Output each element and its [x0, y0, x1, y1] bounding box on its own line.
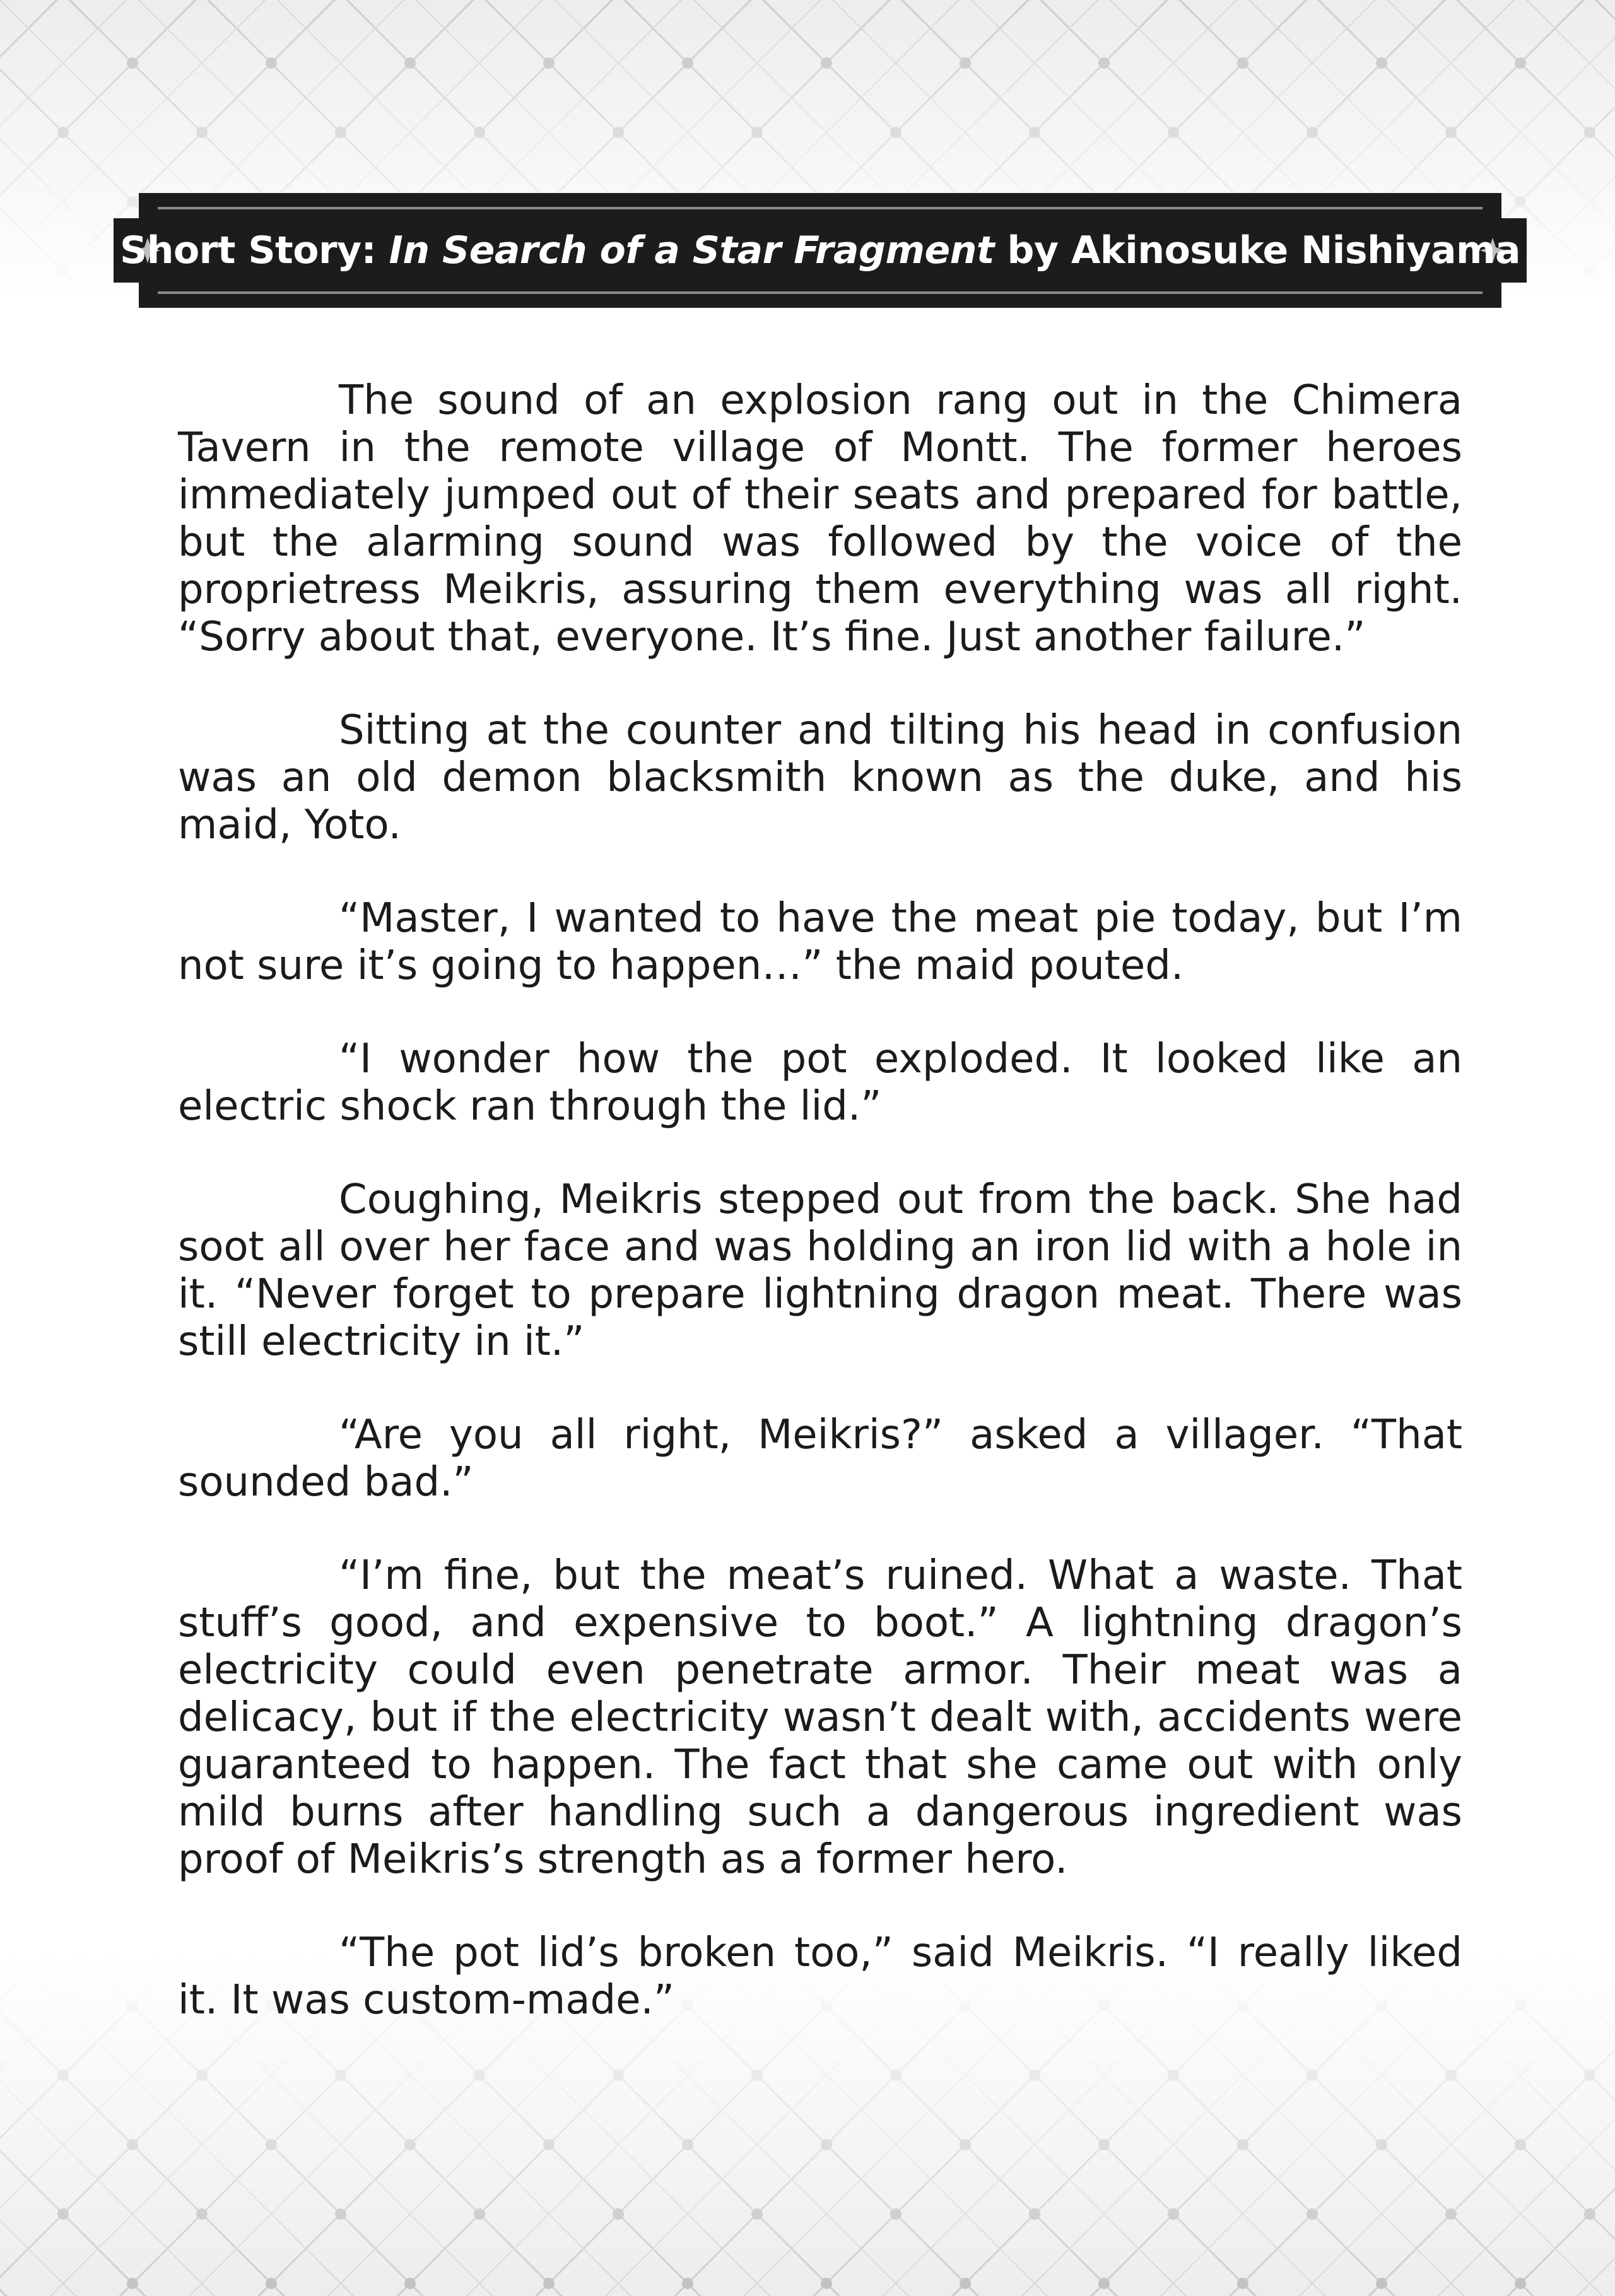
story-paragraph: “I’m fine, but the meat’s ruined. What a waste. That stuff’s good, and expensive to boot.” A lightning dragon’s electricity could even penetrate armor. Their meat was a delicacy, but if the electricity wasn’t dealt with, accidents were guaranteed to happen. The fact that she came out with only mild burns after handling such a dangerous ingredient was proof of Meikris’s strength as a former hero. [178, 1552, 1462, 1883]
title-prefix: Short Story: [120, 228, 389, 272]
title-story-name: In Search of a Star Fragment [389, 228, 995, 272]
story-body [178, 377, 1462, 2070]
title-author: by Akinosuke Nishiyama [994, 228, 1520, 272]
story-paragraph: Coughing, Meikris stepped out from the back. She had soot all over her face and was holding an iron lid with a hole in it. “Never forget to prepare lightning dragon meat. There was still electricity in it.” [178, 1176, 1462, 1365]
story-paragraph: “Are you all right, Meikris?” asked a villager. “That sounded bad.” [178, 1412, 1462, 1506]
story-title [114, 193, 1527, 308]
story-paragraph: “I wonder how the pot exploded. It looked like an electric shock ran through the lid.” [178, 1036, 1462, 1130]
title-banner [114, 193, 1527, 308]
story-paragraph: Sitting at the counter and tilting his head in confusion was an old demon blacksmith known as the duke, and his maid, Yoto. [178, 707, 1462, 848]
story-paragraph: The sound of an explosion rang out in the Chimera Tavern in the remote village of Montt. The former heroes immediately jumped out of their seats and prepared for battle, but the alarming sound was followed by the voice of the proprietress Meikris, assuring them everything was all right. “Sorry about that, everyone. It’s fine. Just another failure.” [178, 377, 1462, 660]
story-paragraph: “Master, I wanted to have the meat pie today, but I’m not sure it’s going to happen…” the maid pouted. [178, 895, 1462, 989]
story-paragraph: “The pot lid’s broken too,” said Meikris. “I really liked it. It was custom-made.” [178, 1930, 1462, 2024]
